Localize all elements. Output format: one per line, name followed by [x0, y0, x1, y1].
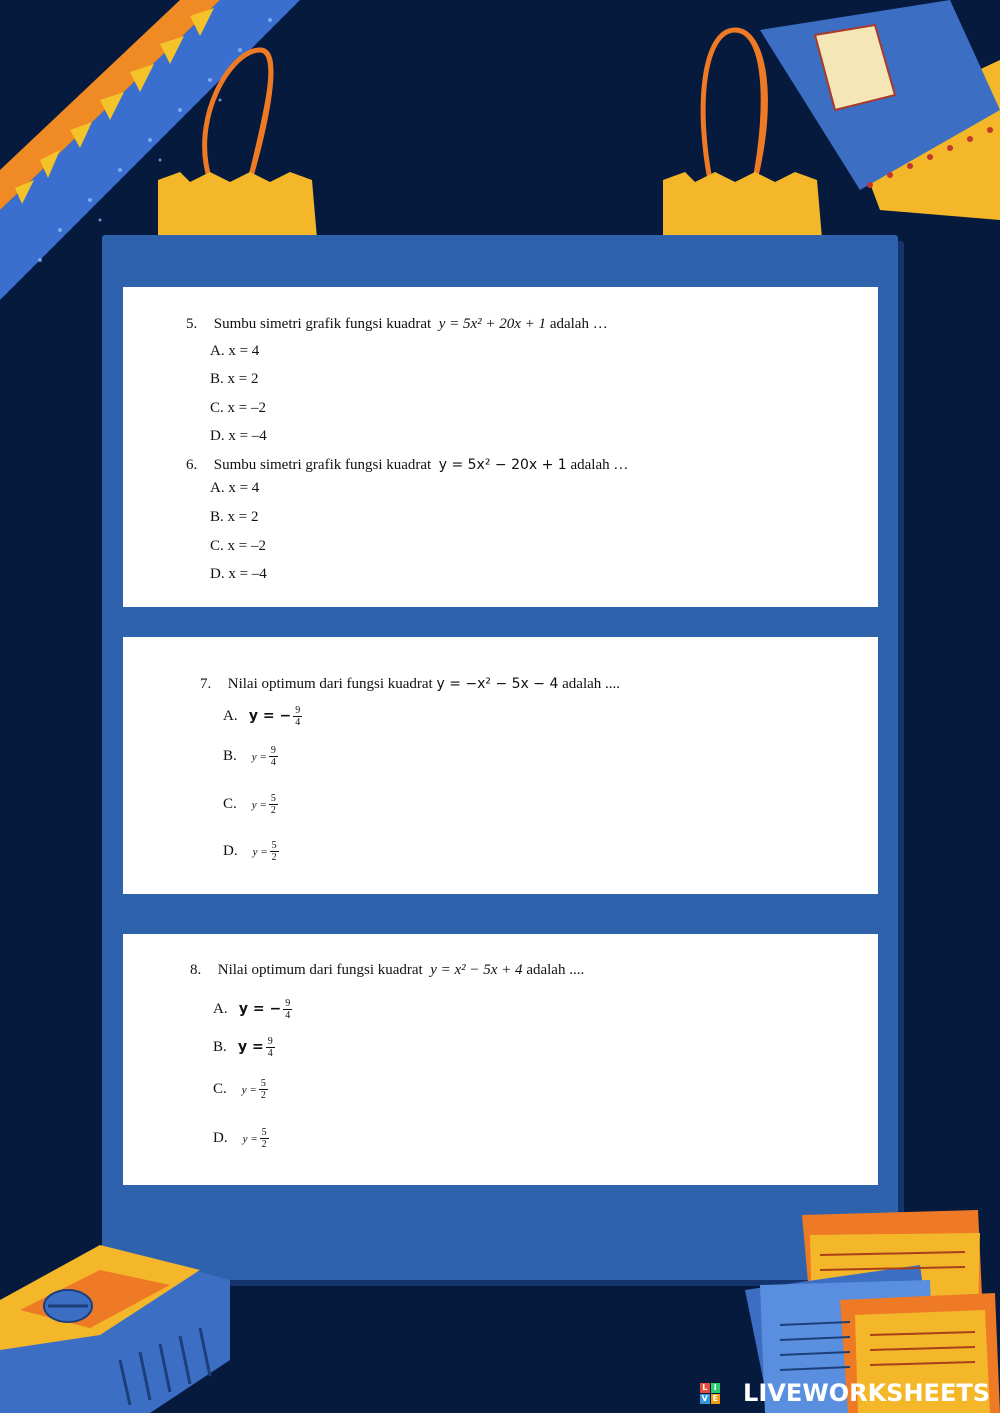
fraction-numerator: 9 — [270, 745, 276, 756]
option-letter: C. — [223, 795, 237, 812]
question-5 — [186, 316, 608, 333]
option-lhs: y = − — [248, 707, 292, 724]
fraction-numerator: 9 — [267, 1036, 273, 1047]
option-7a[interactable] — [223, 705, 302, 728]
question-equation: y = −x² − 5x − 4 — [436, 676, 559, 692]
question-suffix: adalah … — [570, 457, 629, 473]
option-5a[interactable] — [210, 343, 259, 360]
fraction-numerator: 5 — [271, 840, 277, 851]
option-label: A. x = 4 — [210, 343, 260, 359]
binder-clip-right — [655, 20, 835, 260]
option-label: D. x = –4 — [210, 428, 267, 444]
option-lhs: y = − — [238, 1000, 282, 1017]
fraction — [260, 1127, 269, 1150]
option-letter: D. — [223, 842, 238, 859]
option-8b[interactable] — [213, 1036, 275, 1059]
fraction — [270, 840, 279, 863]
question-stem: Nilai optimum dari fungsi kuadrat — [227, 676, 433, 692]
option-letter: A. — [213, 1000, 228, 1017]
question-number: 8. — [190, 962, 202, 978]
question-number: 5. — [186, 316, 198, 332]
option-6b[interactable] — [210, 509, 258, 526]
fraction-numerator: 9 — [285, 998, 291, 1009]
option-letter: C. — [213, 1080, 227, 1097]
option-label: C. x = –2 — [210, 400, 266, 416]
question-8 — [190, 962, 584, 979]
option-label: A. x = 4 — [210, 480, 260, 496]
option-6d[interactable] — [210, 566, 267, 583]
question-equation: y = 5x² − 20x + 1 — [438, 457, 567, 473]
option-lhs: y = — [251, 798, 267, 811]
logo-letter: E — [711, 1394, 721, 1404]
fraction-denominator: 2 — [261, 1139, 267, 1150]
fraction-numerator: 5 — [270, 793, 276, 804]
option-label: B. x = 2 — [210, 371, 259, 387]
option-5c[interactable] — [210, 400, 266, 417]
fraction — [259, 1078, 268, 1101]
question-card-1 — [123, 287, 878, 607]
option-6c[interactable] — [210, 538, 266, 555]
option-8d[interactable] — [213, 1127, 269, 1150]
question-equation: y = x² − 5x + 4 — [430, 962, 523, 978]
option-8c[interactable] — [213, 1078, 268, 1101]
fraction-numerator: 5 — [261, 1127, 267, 1138]
fraction — [269, 745, 278, 768]
fraction — [266, 1036, 275, 1059]
fraction — [269, 793, 278, 816]
fraction-numerator: 5 — [260, 1078, 266, 1089]
question-suffix: adalah … — [549, 316, 608, 332]
liveworksheets-logo-icon — [700, 1383, 720, 1403]
option-5d[interactable] — [210, 428, 267, 445]
question-stem: Sumbu simetri grafik fungsi kuadrat — [213, 316, 432, 332]
option-letter: D. — [213, 1129, 228, 1146]
logo-letter: I — [711, 1383, 721, 1393]
fraction-denominator: 4 — [270, 757, 276, 768]
option-7c[interactable] — [223, 793, 278, 816]
fraction-denominator: 4 — [295, 717, 301, 728]
option-lhs: y = — [252, 845, 268, 858]
question-6 — [186, 457, 628, 474]
option-label: D. x = –4 — [210, 566, 267, 582]
option-lhs: y = — [242, 1132, 258, 1145]
option-7d[interactable] — [223, 840, 279, 863]
fraction-denominator: 2 — [260, 1090, 266, 1101]
question-number: 7. — [200, 676, 212, 692]
fraction-denominator: 4 — [267, 1048, 273, 1059]
option-letter: B. — [213, 1038, 227, 1055]
binder-clip-left — [150, 40, 330, 260]
question-suffix: adalah .... — [562, 676, 621, 692]
option-6a[interactable] — [210, 480, 259, 497]
logo-letter: L — [700, 1383, 710, 1393]
option-letter: A. — [223, 707, 238, 724]
fraction-numerator: 9 — [295, 705, 301, 716]
question-equation: y = 5x² + 20x + 1 — [438, 316, 547, 332]
sharpener-illustration — [0, 1240, 250, 1413]
logo-letter: V — [701, 1394, 708, 1403]
option-7b[interactable] — [223, 745, 278, 768]
fraction-denominator: 2 — [271, 852, 277, 863]
option-lhs: y = — [251, 750, 267, 763]
question-stem: Nilai optimum dari fungsi kuadrat — [217, 962, 423, 978]
fraction — [283, 998, 292, 1021]
question-stem: Sumbu simetri grafik fungsi kuadrat — [213, 457, 432, 473]
fraction-denominator: 2 — [270, 805, 276, 816]
question-number: 6. — [186, 457, 198, 473]
option-5b[interactable] — [210, 371, 258, 388]
fraction — [293, 705, 302, 728]
option-label: B. x = 2 — [210, 509, 259, 525]
option-lhs: y = — [241, 1083, 257, 1096]
brand-watermark: LIVEWORKSHEETS — [743, 1379, 990, 1407]
question-7 — [200, 676, 620, 693]
option-label: C. x = –2 — [210, 538, 266, 554]
option-8a[interactable] — [213, 998, 292, 1021]
option-letter: B. — [223, 747, 237, 764]
fraction-denominator: 4 — [285, 1010, 291, 1021]
option-lhs: y = — [238, 1038, 264, 1055]
question-suffix: adalah .... — [526, 962, 585, 978]
